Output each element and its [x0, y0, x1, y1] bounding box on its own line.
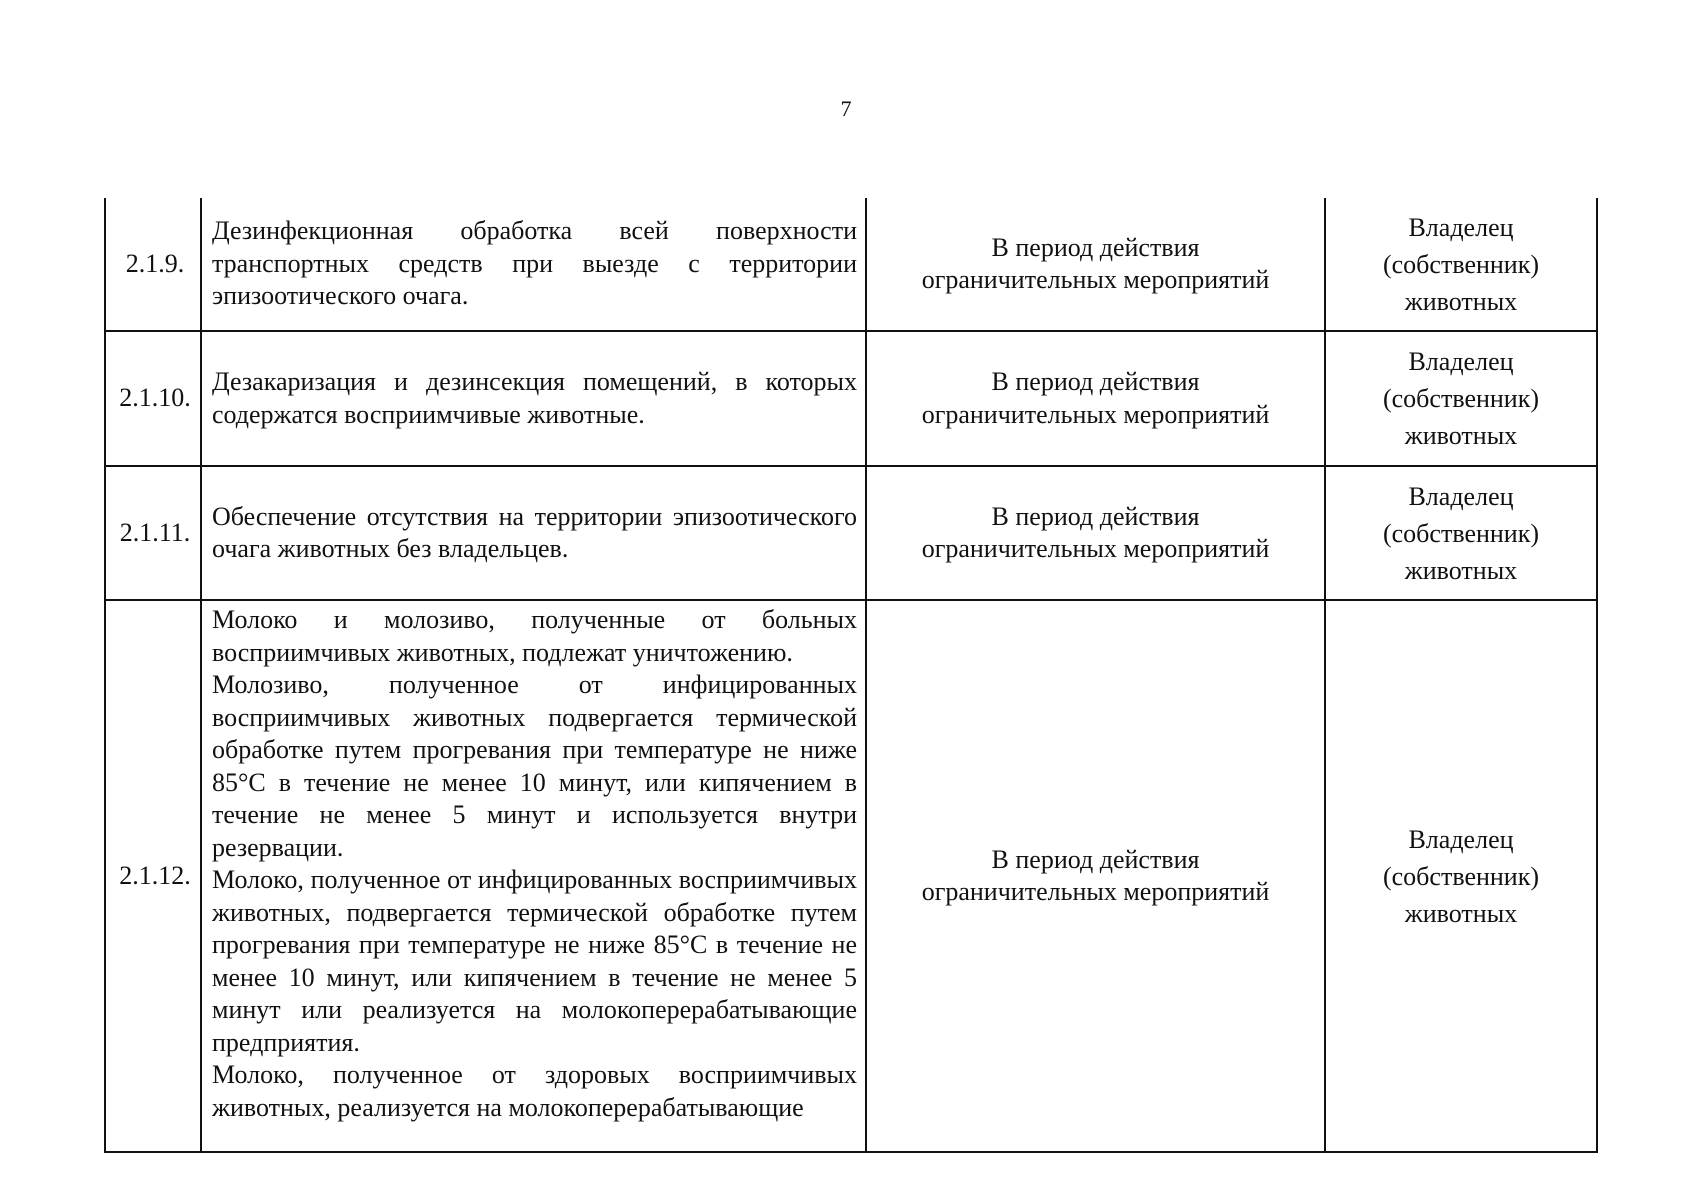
- row-period: [866, 600, 1325, 1152]
- responsible-line: животных: [1404, 421, 1518, 450]
- row-responsible: [1325, 600, 1597, 1152]
- period-line: В период действия: [991, 844, 1200, 874]
- row-number: 2.1.10.: [105, 331, 201, 466]
- description-paragraph: Дезинфекционная обработка всей поверхности транспортных средств при выезде с территории эпизоотического очага.: [212, 216, 857, 311]
- responsible-line: животных: [1404, 286, 1518, 316]
- period-line: ограничительных мероприятий: [921, 265, 1270, 294]
- row-number: 2.1.11.: [105, 466, 201, 600]
- responsible-line: (собственник): [1382, 861, 1540, 891]
- description-paragraph: Молоко, полученное от здоровых восприимчивых животных, реализуется на молокоперерабатывающие: [212, 1060, 857, 1122]
- table-row: [105, 331, 1597, 466]
- row-responsible: [1325, 331, 1597, 466]
- table-row: [105, 198, 1597, 331]
- row-responsible: [1325, 466, 1597, 600]
- period-line: ограничительных мероприятий: [921, 399, 1270, 429]
- description-paragraph: Молозиво, полученное от инфицированных восприимчивых животных подвергается термической обработке путем прогревания при температуре не ниже 85°С в течение не менее 10 минут, или кипячением в течение не менее 5 минут и используется внутри резервации.: [212, 670, 857, 862]
- row-period: [866, 331, 1325, 466]
- responsible-line: Владелец: [1408, 481, 1514, 511]
- period-line: В период действия: [991, 367, 1200, 396]
- description-paragraph: Молоко и молозиво, полученные от больных восприимчивых животных, подлежат уничтожению.: [212, 605, 857, 667]
- row-description: [201, 600, 866, 1152]
- table-row: [105, 600, 1597, 1152]
- responsible-line: животных: [1404, 555, 1518, 585]
- responsible-line: Владелец: [1408, 212, 1514, 242]
- row-period: [866, 466, 1325, 600]
- row-description: [201, 466, 866, 600]
- period-line: В период действия: [991, 501, 1200, 531]
- responsible-line: животных: [1404, 898, 1518, 928]
- period-line: В период действия: [991, 232, 1200, 262]
- period-line: ограничительных мероприятий: [921, 534, 1270, 563]
- period-line: ограничительных мероприятий: [921, 877, 1270, 906]
- description-paragraph: Молоко, полученное от инфицированных восприимчивых животных, подвергается термической обработке путем прогревания при температуре не ниже 85°С в течение не менее 10 минут, или кипячением в течение не менее 5 минут или реализуется на молокоперерабатывающие предприятия.: [212, 865, 857, 1057]
- row-period: [866, 198, 1325, 331]
- description-paragraph: Обеспечение отсутствия на территории эпизоотического очага животных без владельцев.: [212, 501, 857, 563]
- row-description: [201, 198, 866, 331]
- responsible-line: (собственник): [1382, 384, 1540, 413]
- row-description: [201, 331, 866, 466]
- description-paragraph: Дезакаризация и дезинсекция помещений, в которых содержатся восприимчивые животные.: [212, 367, 857, 429]
- measures-table: [104, 198, 1598, 1153]
- table-row: [105, 466, 1597, 600]
- row-responsible: [1325, 198, 1597, 331]
- page-number: 7: [840, 96, 852, 121]
- row-number: 2.1.9.: [105, 198, 201, 331]
- responsible-line: (собственник): [1382, 518, 1540, 548]
- row-number: 2.1.12.: [105, 600, 201, 1152]
- responsible-line: (собственник): [1382, 249, 1540, 279]
- responsible-line: Владелец: [1408, 347, 1514, 376]
- responsible-line: Владелец: [1408, 824, 1514, 854]
